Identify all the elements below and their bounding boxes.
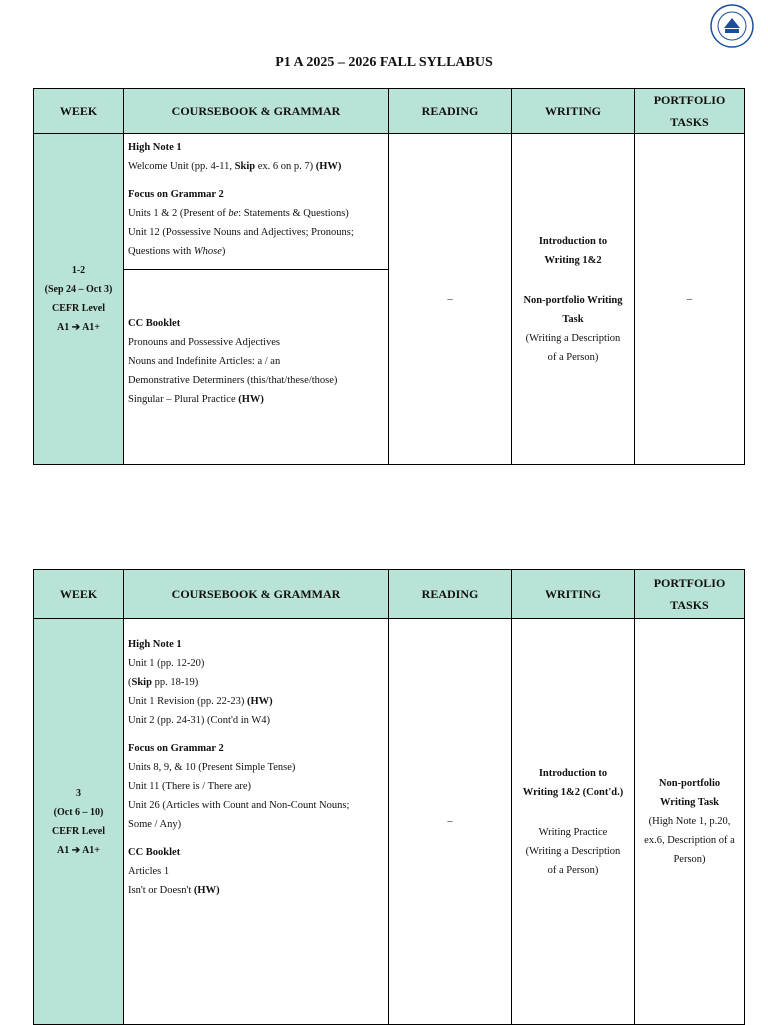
portfolio-cell: Non-portfolio Writing Task (High Note 1, p.20, ex.6, Description of a Person) (635, 619, 745, 1025)
list-item: Units 1 & 2 (Present of be: Statements & Questions) (128, 208, 349, 219)
header-coursebook: COURSEBOOK & GRAMMAR (124, 89, 389, 134)
page-title: P1 A 2025 – 2026 FALL SYLLABUS (275, 55, 493, 70)
header-portfolio: PORTFOLIO TASKS (635, 89, 745, 134)
header-week: WEEK (34, 570, 124, 619)
coursebook-cell (124, 134, 389, 465)
focus-grammar-heading: Focus on Grammar 2 (128, 189, 224, 200)
header-reading: READING (389, 89, 512, 134)
list-item: Pronouns and Possessive Adjectives (128, 337, 280, 348)
header-coursebook: COURSEBOOK & GRAMMAR (124, 570, 389, 619)
header-reading: READING (389, 570, 512, 619)
university-logo (710, 4, 754, 48)
list-item: Unit 11 (There is / There are) (128, 781, 252, 792)
reading-cell: – (389, 619, 512, 1025)
list-item: Some / Any) (128, 819, 182, 830)
list-item: (Skip pp. 18-19) (128, 677, 199, 688)
list-item: Unit 2 (pp. 24-31) (Cont'd in W4) (128, 715, 270, 726)
list-item: Demonstrative Determiners (this/that/these/those) (128, 375, 338, 386)
coursebook-cell (124, 619, 389, 1025)
list-item: Unit 12 (Possessive Nouns and Adjectives; Pronouns; (128, 227, 354, 238)
list-item: Unit 1 Revision (pp. 22-23) (HW) (128, 696, 273, 707)
university-seal-icon (710, 4, 754, 48)
week-cell: 3 (Oct 6 – 10) CEFR Level A1 ➔ A1+ (34, 619, 124, 1025)
high-note-heading: High Note 1 (128, 142, 182, 153)
list-item: Welcome Unit (pp. 4-11, Skip ex. 6 on p. 7) (HW) (128, 161, 342, 172)
list-item: Nouns and Indefinite Articles: a / an (128, 356, 281, 367)
cc-booklet-heading: CC Booklet (128, 847, 181, 858)
week-cell: 1-2 (Sep 24 – Oct 3) CEFR Level A1 ➔ A1+ (34, 134, 124, 465)
list-item: Isn't or Doesn't (HW) (128, 885, 220, 896)
header-week: WEEK (34, 89, 124, 134)
list-item: Singular – Plural Practice (HW) (128, 394, 264, 405)
list-item: Unit 1 (pp. 12-20) (128, 658, 205, 669)
high-note-heading: High Note 1 (128, 639, 182, 650)
header-writing: WRITING (512, 89, 635, 134)
reading-cell: – (389, 134, 512, 465)
focus-grammar-heading: Focus on Grammar 2 (128, 743, 224, 754)
cc-booklet-heading: CC Booklet (128, 318, 181, 329)
syllabus-table-weeks-1-2 (33, 88, 745, 465)
list-item: Unit 26 (Articles with Count and Non-Count Nouns; (128, 800, 350, 811)
header-portfolio: PORTFOLIO TASKS (635, 570, 745, 619)
list-item: Articles 1 (128, 866, 170, 877)
writing-cell: Introduction to Writing 1&2 Non-portfolio Writing Task (Writing a Description of a Person) (512, 134, 635, 465)
list-item: Questions with Whose) (128, 246, 226, 257)
writing-cell: Introduction to Writing 1&2 (Cont'd.) Writing Practice (Writing a Description of a Person) (512, 619, 635, 1025)
list-item: Units 8, 9, & 10 (Present Simple Tense) (128, 762, 296, 773)
portfolio-cell: – (635, 134, 745, 465)
header-writing: WRITING (512, 570, 635, 619)
syllabus-table-week-3 (33, 569, 745, 1025)
